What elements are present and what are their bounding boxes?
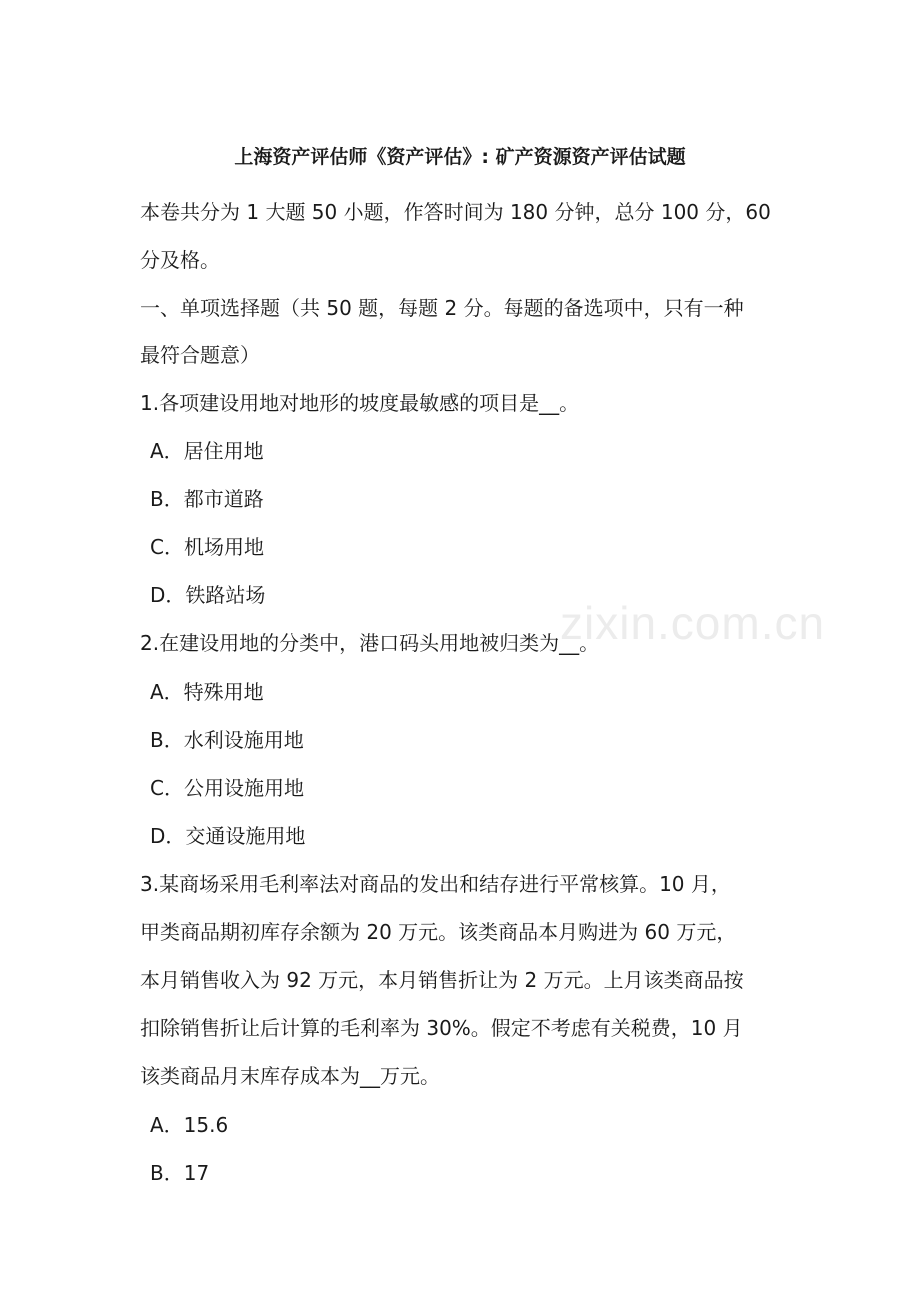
question-1-option-c: C．机场用地	[150, 535, 264, 559]
section-heading-line-1: 一、单项选择题（共 50 题，每题 2 分。每题的备选项中，只有一种	[140, 296, 744, 320]
question-3-stem-line-5: 该类商品月末库存成本为__万元。	[140, 1064, 440, 1088]
watermark: zixin.com.cn	[560, 597, 826, 649]
question-3-option-a: A．15.6	[150, 1113, 229, 1137]
question-3-stem-line-1: 3.某商场采用毛利率法对商品的发出和结存进行平常核算。10 月，	[140, 872, 731, 896]
question-1-stem: 1.各项建设用地对地形的坡度最敏感的项目是__。	[140, 391, 580, 415]
question-2-option-c: C．公用设施用地	[150, 776, 304, 800]
section-heading-line-2: 最符合题意）	[140, 343, 260, 367]
question-2-option-a: A．特殊用地	[150, 680, 264, 704]
question-3-stem-line-3: 本月销售收入为 92 万元，本月销售折让为 2 万元。上月该类商品按	[140, 968, 744, 992]
question-2-option-b: B．水利设施用地	[150, 728, 304, 752]
intro-line-1: 本卷共分为 1 大题 50 小题，作答时间为 180 分钟，总分 100 分，60	[140, 200, 771, 224]
question-3-stem-line-4: 扣除销售折让后计算的毛利率为 30%。假定不考虑有关税费，10 月	[140, 1016, 743, 1040]
question-3-stem-line-2: 甲类商品期初库存余额为 20 万元。该类商品本月购进为 60 万元，	[140, 920, 737, 944]
question-1-option-d: D．铁路站场	[150, 583, 266, 607]
question-2-option-d: D．交通设施用地	[150, 824, 306, 848]
question-3-option-b: B．17	[150, 1161, 210, 1185]
question-2-stem: 2.在建设用地的分类中，港口码头用地被归类为__。	[140, 631, 600, 655]
question-1-option-b: B．都市道路	[150, 487, 264, 511]
question-1-option-a: A．居住用地	[150, 439, 264, 463]
page-title: 上海资产评估师《资产评估》: 矿产资源资产评估试题	[234, 146, 686, 168]
intro-line-2: 分及格。	[140, 248, 220, 272]
